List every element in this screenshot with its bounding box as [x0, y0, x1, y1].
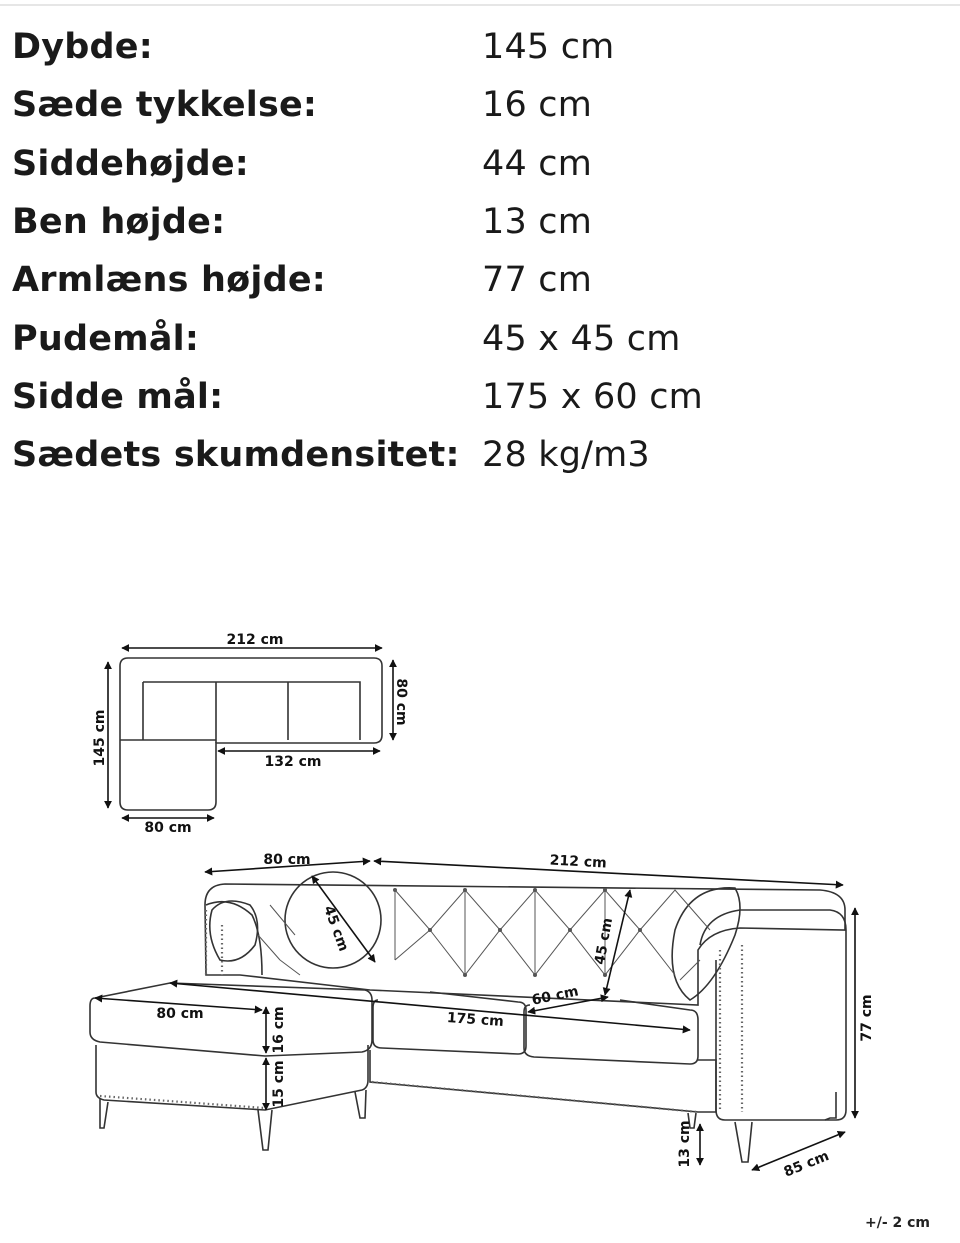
sofa-right-arm — [700, 910, 846, 1120]
spec-row — [12, 193, 942, 251]
dim-line-seat-length — [170, 983, 690, 1030]
tolerance-note: +/- 2 cm — [864, 1215, 930, 1231]
sofa-drawing — [0, 560, 960, 1239]
spec-row — [12, 426, 942, 484]
dim-seat-length: 175 cm — [446, 1010, 505, 1030]
pillow-right — [672, 888, 740, 1000]
dim-top-depth: 145 cm — [92, 709, 108, 767]
dim-depth: 85 cm — [781, 1148, 832, 1181]
spec-label: Dybde: — [12, 27, 153, 68]
spec-row — [12, 18, 942, 76]
spec-label: Ben højde: — [12, 202, 226, 243]
chaise-base — [96, 1045, 368, 1110]
dim-top-back: 80 cm — [393, 678, 409, 726]
dim-pillow-right: 45 cm — [592, 916, 617, 966]
spec-value: 13 cm — [482, 202, 592, 243]
leg-chaise-back — [355, 1090, 366, 1118]
top-view — [120, 658, 382, 810]
spec-label: Sidde mål: — [12, 376, 224, 417]
spec-label: Sæde tykkelse: — [12, 85, 318, 126]
dim-top-chaise: 80 cm — [144, 820, 192, 836]
spec-label: Armlæns højde: — [12, 260, 326, 301]
spec-value: 77 cm — [482, 260, 592, 301]
leg-front-chaise — [258, 1110, 272, 1150]
dim-pillow-left: 45 cm — [320, 903, 352, 954]
spec-value: 45 x 45 cm — [482, 318, 681, 359]
dimension-diagram — [0, 560, 960, 1239]
sofa-base — [370, 1050, 716, 1112]
spec-row — [12, 76, 942, 134]
leg-back-right — [825, 1092, 836, 1120]
spec-label: Pudemål: — [12, 318, 200, 359]
leg-front-left — [100, 1098, 108, 1128]
tufting-pattern — [258, 890, 710, 980]
dim-height: 77 cm — [859, 994, 875, 1042]
dim-seat-depth: 60 cm — [530, 983, 580, 1009]
spec-value: 44 cm — [482, 143, 592, 184]
spec-label: Siddehøjde: — [12, 143, 249, 184]
dim-front-total: 212 cm — [549, 852, 608, 872]
spec-value: 28 kg/m3 — [482, 435, 650, 476]
dim-chaise-width: 80 cm — [156, 1006, 204, 1022]
seat-cushion-right — [524, 1000, 698, 1064]
dim-base-height: 15 cm — [271, 1060, 287, 1108]
chaise-cushion — [90, 983, 372, 1056]
dim-seat-thickness: 16 cm — [271, 1006, 287, 1054]
dim-top-seat: 132 cm — [264, 754, 322, 770]
spec-value: 16 cm — [482, 85, 592, 126]
dim-front-chaise-top: 80 cm — [263, 852, 311, 868]
sofa-left-arm — [206, 902, 262, 975]
spec-table — [12, 18, 942, 484]
spec-row — [12, 368, 942, 426]
pillow-left-back — [210, 901, 258, 961]
spec-label: Sædets skumdensitet: — [12, 435, 460, 476]
spec-row — [12, 309, 942, 367]
dim-line-front-total — [374, 861, 843, 885]
spec-row — [12, 251, 942, 309]
top-view-outline — [120, 658, 382, 810]
leg-front-right — [735, 1122, 752, 1162]
top-divider — [0, 0, 960, 6]
top-view-inner — [120, 682, 360, 743]
spec-row — [12, 135, 942, 193]
spec-value: 175 x 60 cm — [482, 376, 703, 417]
dim-leg-height: 13 cm — [677, 1120, 693, 1168]
spec-value: 145 cm — [482, 27, 615, 68]
dim-top-width: 212 cm — [226, 632, 284, 648]
